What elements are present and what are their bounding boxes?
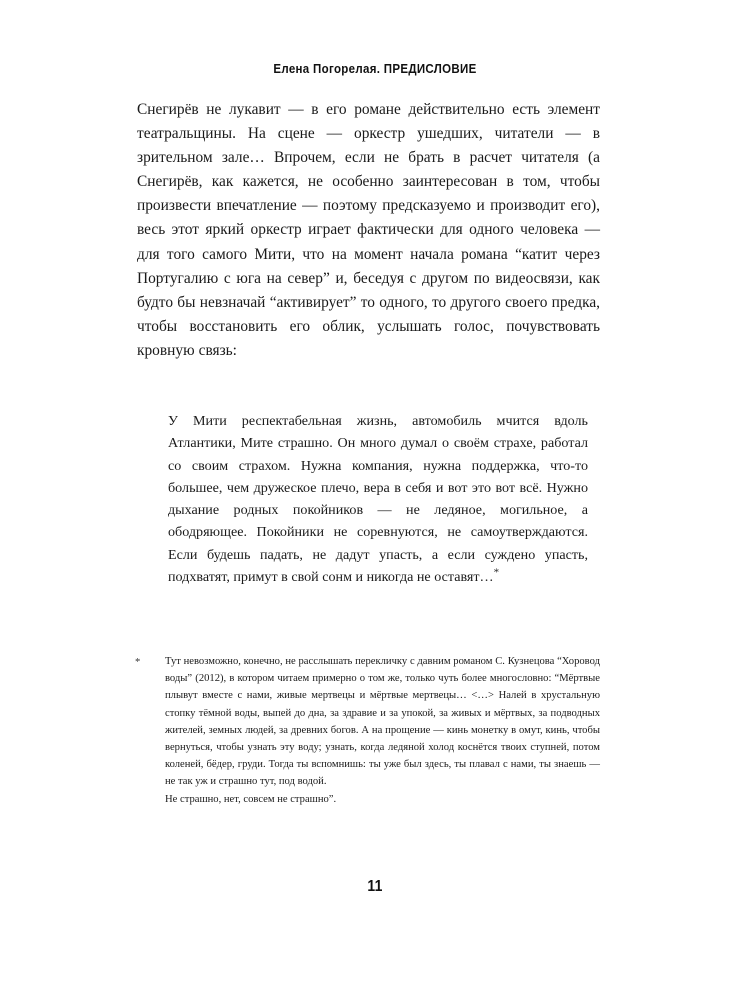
quotation-text: У Мити респектабельная жизнь, автомобиль мчится вдоль Атлантики, Мите страшно. Он много думал о своём страхе, работал со своим страхом. Нужна компания, нужна поддержка, что-то большее, чем дружеское плечо, вера в себя и вот это вот всё. Нужно дыхание родных покойников — не ледяное, могильное, а ободряющее. Покойники не соревнуются, не самоутверждаются. Если будешь падать, не дадут упасть, а если суждено упасть, подхватят, примут в свой сонм и никогда не оставят…: [168, 413, 588, 586]
main-text-column: [137, 98, 600, 363]
footnote-text: [165, 653, 600, 808]
running-head: Елена Погорелая. ПРЕДИСЛОВИЕ: [273, 62, 477, 76]
quotation-paragraph: [168, 410, 588, 588]
body-paragraph: Снегирёв не лукавит — в его романе действительно есть элемент театральщины. На сцене — оркестр ушедших, читатели — в зрительном зале… Впрочем, если не брать в расчет читателя (а Снегирёв, как кажется, не особенно заинтересован в том, чтобы произвести впечатление — поэтому предсказуемо и производит его), весь этот яркий оркестр играет фактически для одного человека — для того самого Мити, что на момент начала романа “катит через Португалию с юга на север” и, беседуя с другом по видеосвязи, как будто бы невзначай “активирует” то одного, то другого своего предка, чтобы восстановить его облик, услышать голос, почувствовать кровную связь:: [137, 101, 600, 359]
footnote-row: [135, 653, 600, 808]
footnote-block: [135, 653, 600, 808]
block-quotation: [168, 410, 588, 588]
footnote-marker: *: [135, 657, 141, 668]
footnote-paragraph-2: Не страшно, нет, совсем не страшно”.: [165, 793, 337, 805]
page-number: 11: [367, 878, 383, 895]
footnote-paragraph-1: Тут невозможно, конечно, не расслышать перекличку с давним романом С. Кузнецова “Хоровод воды” (2012), в котором читаем примерно о том же, только чуть более многословно: “Мёртвые плывут вместе с нами, живые мертвецы и мёртвые мертвецы… <…> Налей в хрустальную стопку тёмной воды, выпей до дна, за здравие и за упокой, за живых и мёртвых, за подводных жителей, земных людей, за древних богов. А на прощение — кинь монетку в омут, кинь, чтобы вернуться, чтобы узнать эту воду; узнать, когда ледяной холод коснётся твоих ступней, потом коленей, бёдер, груди. Тогда ты вспомнишь: ты уже был здесь, ты плавал с нами, ты знаешь — не так уж и страшно тут, под водой.: [165, 656, 600, 788]
footnote-reference-marker: *: [493, 566, 500, 579]
